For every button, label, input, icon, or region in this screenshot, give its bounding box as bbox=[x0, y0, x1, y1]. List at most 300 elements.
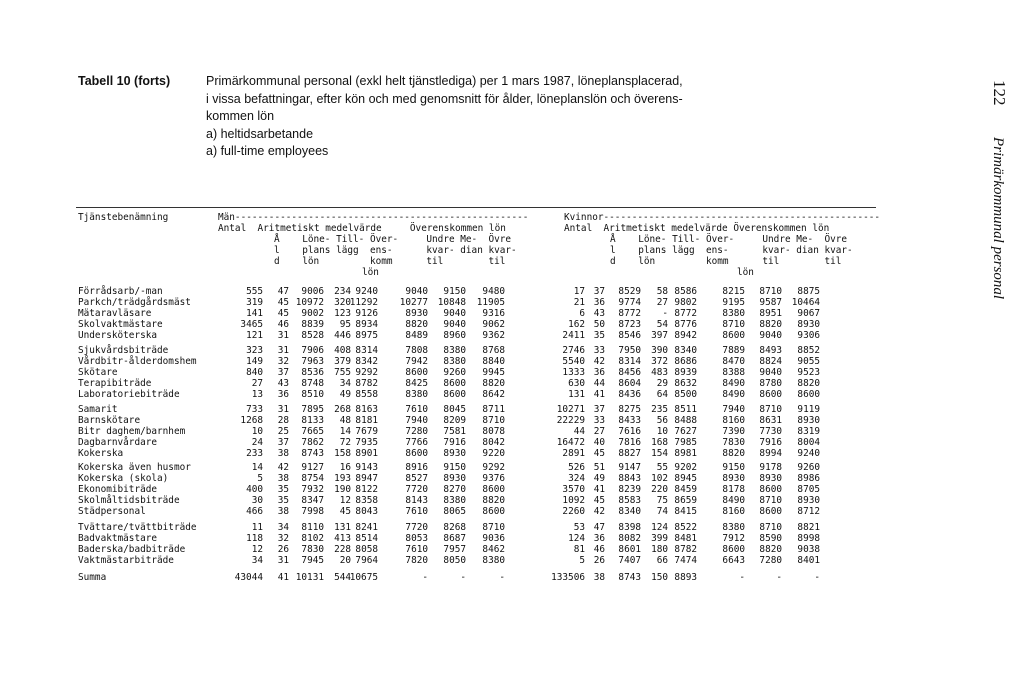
cell-women-lower-quartile: 8490 bbox=[722, 495, 745, 506]
cell-men-age: 31 bbox=[277, 330, 289, 341]
table-row bbox=[0, 378, 1023, 389]
cell-men-age: 45 bbox=[277, 297, 289, 308]
cell-women-count: 133506 bbox=[551, 572, 585, 583]
cell-women-base-salary: 7816 bbox=[618, 437, 641, 448]
cell-women-agreed-salary: 8488 bbox=[674, 415, 697, 426]
cell-men-supplement: 12 bbox=[339, 495, 351, 506]
cell-women-agreed-salary: 8942 bbox=[674, 330, 697, 341]
cell-women-count: 22229 bbox=[556, 415, 585, 426]
cell-women-upper-quartile: 9055 bbox=[797, 356, 820, 367]
cell-women-count: 6 bbox=[579, 308, 585, 319]
cell-occupation: Vaktmästarbiträde bbox=[78, 555, 174, 566]
cell-women-median: 9040 bbox=[759, 367, 782, 378]
cell-women-supplement: - bbox=[662, 308, 668, 319]
cell-women-median: 8600 bbox=[759, 484, 782, 495]
cell-women-agreed-salary: 8782 bbox=[674, 544, 697, 555]
page-number: 122 bbox=[990, 80, 1009, 106]
cell-women-supplement: 124 bbox=[651, 522, 668, 533]
cell-men-age: 31 bbox=[277, 345, 289, 356]
cell-women-count: 131 bbox=[568, 389, 585, 400]
cell-occupation: Mätaravläsare bbox=[78, 308, 152, 319]
cell-women-supplement: 220 bbox=[651, 484, 668, 495]
table-row bbox=[0, 462, 1023, 473]
cell-women-upper-quartile: 8930 bbox=[797, 495, 820, 506]
cell-occupation: Dagbarnvårdare bbox=[78, 437, 158, 448]
cell-men-age: 34 bbox=[277, 522, 289, 533]
cell-women-age: 49 bbox=[593, 473, 605, 484]
cell-women-lower-quartile: 8160 bbox=[722, 415, 745, 426]
cell-men-agreed-salary: 8181 bbox=[355, 415, 378, 426]
table-row bbox=[0, 572, 1023, 583]
men-subheader-row-2: Antal Aritmetiskt medelvärde Överenskommen lön bbox=[218, 223, 506, 234]
cell-men-agreed-salary: 8358 bbox=[355, 495, 378, 506]
subtitle-english: a) full-time employees bbox=[206, 144, 329, 158]
cell-occupation: Tvättare/tvättbiträde bbox=[78, 522, 197, 533]
cell-women-agreed-salary: 8481 bbox=[674, 533, 697, 544]
cell-women-supplement: 154 bbox=[651, 448, 668, 459]
cell-women-supplement: 55 bbox=[656, 462, 668, 473]
cell-men-base-salary: 10131 bbox=[295, 572, 324, 583]
cell-women-age: 33 bbox=[593, 345, 605, 356]
cell-men-base-salary: 8528 bbox=[301, 330, 324, 341]
cell-men-lower-quartile: 7720 bbox=[405, 522, 428, 533]
cell-women-age: 41 bbox=[593, 484, 605, 495]
cell-occupation: Samarit bbox=[78, 404, 118, 415]
cell-women-agreed-salary: 7627 bbox=[674, 426, 697, 437]
cell-women-count: 526 bbox=[568, 462, 585, 473]
cell-men-supplement: 49 bbox=[339, 389, 351, 400]
table-row bbox=[0, 415, 1023, 426]
cell-men-upper-quartile: 8078 bbox=[482, 426, 505, 437]
table-row bbox=[0, 297, 1023, 308]
cell-women-count: 3570 bbox=[562, 484, 585, 495]
cell-men-supplement: 755 bbox=[334, 367, 351, 378]
cell-men-lower-quartile: 7280 bbox=[405, 426, 428, 437]
cell-men-lower-quartile: 7610 bbox=[405, 506, 428, 517]
cell-women-age: 36 bbox=[593, 297, 605, 308]
cell-women-supplement: 75 bbox=[656, 495, 668, 506]
cell-women-upper-quartile: 8930 bbox=[797, 319, 820, 330]
cell-women-agreed-salary: 8632 bbox=[674, 378, 697, 389]
cell-men-lower-quartile: 7808 bbox=[405, 345, 428, 356]
cell-men-age: 32 bbox=[277, 533, 289, 544]
women-subheader-row-6: lön bbox=[737, 267, 754, 278]
cell-men-supplement: 320 bbox=[334, 297, 351, 308]
cell-women-upper-quartile: 8319 bbox=[797, 426, 820, 437]
cell-women-lower-quartile: 8490 bbox=[722, 378, 745, 389]
cell-men-agreed-salary: 8043 bbox=[355, 506, 378, 517]
cell-men-count: 733 bbox=[246, 404, 263, 415]
cell-men-median: 8930 bbox=[443, 473, 466, 484]
cell-men-upper-quartile: 8042 bbox=[482, 437, 505, 448]
cell-men-age: 35 bbox=[277, 495, 289, 506]
cell-men-lower-quartile: 10277 bbox=[399, 297, 428, 308]
table-row bbox=[0, 426, 1023, 437]
cell-men-lower-quartile: 8380 bbox=[405, 389, 428, 400]
cell-men-base-salary: 7998 bbox=[301, 506, 324, 517]
cell-women-agreed-salary: 9802 bbox=[674, 297, 697, 308]
cell-men-lower-quartile: 7720 bbox=[405, 484, 428, 495]
cell-women-upper-quartile: 8852 bbox=[797, 345, 820, 356]
cell-men-base-salary: 7830 bbox=[301, 544, 324, 555]
cell-women-median: 8710 bbox=[759, 286, 782, 297]
cell-men-supplement: 158 bbox=[334, 448, 351, 459]
cell-women-supplement: 235 bbox=[651, 404, 668, 415]
cell-men-base-salary: 9127 bbox=[301, 462, 324, 473]
cell-men-upper-quartile: 9945 bbox=[482, 367, 505, 378]
cell-men-count: 3465 bbox=[240, 319, 263, 330]
cell-men-lower-quartile: 8053 bbox=[405, 533, 428, 544]
table-row bbox=[0, 533, 1023, 544]
cell-women-supplement: 29 bbox=[656, 378, 668, 389]
cell-women-upper-quartile: 9240 bbox=[797, 448, 820, 459]
cell-women-agreed-salary: 7474 bbox=[674, 555, 697, 566]
cell-women-upper-quartile: - bbox=[814, 572, 820, 583]
cell-women-lower-quartile: 8380 bbox=[722, 308, 745, 319]
cell-women-base-salary: 8601 bbox=[618, 544, 641, 555]
cell-women-count: 17 bbox=[573, 286, 585, 297]
cell-men-upper-quartile: 9316 bbox=[482, 308, 505, 319]
cell-men-median: 7916 bbox=[443, 437, 466, 448]
cell-women-base-salary: 8433 bbox=[618, 415, 641, 426]
table-row bbox=[0, 319, 1023, 330]
title-line-1: Primärkommunal personal (exkl helt tjänstlediga) per 1 mars 1987, löneplansplacerad, bbox=[206, 74, 683, 88]
cell-women-base-salary: 9147 bbox=[618, 462, 641, 473]
cell-women-agreed-salary: 8500 bbox=[674, 389, 697, 400]
cell-men-agreed-salary: 9240 bbox=[355, 286, 378, 297]
cell-women-lower-quartile: 8380 bbox=[722, 522, 745, 533]
title-line-3: kommen lön bbox=[206, 109, 275, 123]
cell-men-age: 25 bbox=[277, 426, 289, 437]
cell-women-median: 8951 bbox=[759, 308, 782, 319]
cell-men-median: 8960 bbox=[443, 330, 466, 341]
cell-women-supplement: 56 bbox=[656, 415, 668, 426]
cell-women-lower-quartile: 7390 bbox=[722, 426, 745, 437]
cell-men-age: 26 bbox=[277, 544, 289, 555]
cell-men-supplement: 16 bbox=[339, 462, 351, 473]
cell-women-upper-quartile: 9119 bbox=[797, 404, 820, 415]
cell-men-median: 9040 bbox=[443, 308, 466, 319]
cell-women-median: 9178 bbox=[759, 462, 782, 473]
cell-women-count: 630 bbox=[568, 378, 585, 389]
cell-men-base-salary: 10972 bbox=[295, 297, 324, 308]
cell-women-base-salary: 7950 bbox=[618, 345, 641, 356]
cell-women-lower-quartile: 9195 bbox=[722, 297, 745, 308]
cell-men-base-salary: 7945 bbox=[301, 555, 324, 566]
cell-men-lower-quartile: 8930 bbox=[405, 308, 428, 319]
cell-women-base-salary: 8456 bbox=[618, 367, 641, 378]
cell-women-median: 8994 bbox=[759, 448, 782, 459]
cell-men-median: 9150 bbox=[443, 286, 466, 297]
cell-women-agreed-salary: 8340 bbox=[674, 345, 697, 356]
cell-women-lower-quartile: 8600 bbox=[722, 544, 745, 555]
cell-women-count: 21 bbox=[573, 297, 585, 308]
cell-women-base-salary: 8275 bbox=[618, 404, 641, 415]
cell-men-base-salary: 7895 bbox=[301, 404, 324, 415]
cell-occupation: Undersköterska bbox=[78, 330, 158, 341]
cell-men-count: 12 bbox=[251, 544, 263, 555]
cell-women-upper-quartile: 8004 bbox=[797, 437, 820, 448]
table-row bbox=[0, 522, 1023, 533]
cell-men-supplement: 72 bbox=[339, 437, 351, 448]
cell-men-base-salary: 8347 bbox=[301, 495, 324, 506]
cell-men-median: 9150 bbox=[443, 462, 466, 473]
cell-women-upper-quartile: 9523 bbox=[797, 367, 820, 378]
cell-women-lower-quartile: 8490 bbox=[722, 389, 745, 400]
cell-women-upper-quartile: 9038 bbox=[797, 544, 820, 555]
cell-men-count: 27 bbox=[251, 378, 263, 389]
cell-women-age: 44 bbox=[593, 378, 605, 389]
cell-women-age: 38 bbox=[593, 572, 605, 583]
cell-men-supplement: 20 bbox=[339, 555, 351, 566]
cell-men-median: 8687 bbox=[443, 533, 466, 544]
cell-women-age: 33 bbox=[593, 415, 605, 426]
cell-men-median: 8380 bbox=[443, 345, 466, 356]
men-subheader-row-4: l plans lägg ens- kvar- dian kvar- bbox=[274, 245, 517, 256]
cell-women-base-salary: 8340 bbox=[618, 506, 641, 517]
cell-men-age: 31 bbox=[277, 404, 289, 415]
cell-women-lower-quartile: 7889 bbox=[722, 345, 745, 356]
cell-men-age: 32 bbox=[277, 356, 289, 367]
cell-men-age: 43 bbox=[277, 378, 289, 389]
cell-occupation: Baderska/badbiträde bbox=[78, 544, 186, 555]
cell-men-count: 30 bbox=[251, 495, 263, 506]
cell-women-age: 42 bbox=[593, 356, 605, 367]
cell-men-base-salary: 7665 bbox=[301, 426, 324, 437]
cell-men-lower-quartile: 9040 bbox=[405, 286, 428, 297]
cell-women-base-salary: 8546 bbox=[618, 330, 641, 341]
cell-women-base-salary: 9774 bbox=[618, 297, 641, 308]
cell-men-lower-quartile: 8600 bbox=[405, 367, 428, 378]
cell-women-agreed-salary: 8686 bbox=[674, 356, 697, 367]
cell-men-lower-quartile: 7942 bbox=[405, 356, 428, 367]
cell-men-agreed-salary: 9292 bbox=[355, 367, 378, 378]
table-row bbox=[0, 473, 1023, 484]
subtitle-swedish: a) heltidsarbetande bbox=[206, 126, 314, 141]
cell-women-lower-quartile: 6643 bbox=[722, 555, 745, 566]
cell-men-count: 34 bbox=[251, 555, 263, 566]
cell-women-upper-quartile: 9260 bbox=[797, 462, 820, 473]
cell-men-count: 13 bbox=[251, 389, 263, 400]
cell-women-upper-quartile: 8986 bbox=[797, 473, 820, 484]
cell-women-lower-quartile: 8215 bbox=[722, 286, 745, 297]
cell-men-supplement: 544 bbox=[334, 572, 351, 583]
cell-men-upper-quartile: 8710 bbox=[482, 522, 505, 533]
cell-men-count: 233 bbox=[246, 448, 263, 459]
cell-men-count: 11 bbox=[251, 522, 263, 533]
cell-men-base-salary: 8536 bbox=[301, 367, 324, 378]
cell-men-median: 8600 bbox=[443, 378, 466, 389]
cell-men-supplement: 408 bbox=[334, 345, 351, 356]
cell-men-base-salary: 9002 bbox=[301, 308, 324, 319]
table-top-rule bbox=[76, 207, 876, 208]
cell-women-supplement: 54 bbox=[656, 319, 668, 330]
cell-men-agreed-salary: 11292 bbox=[349, 297, 378, 308]
cell-men-upper-quartile: 9480 bbox=[482, 286, 505, 297]
cell-women-age: 46 bbox=[593, 544, 605, 555]
cell-women-median: 7916 bbox=[759, 437, 782, 448]
cell-men-median: - bbox=[460, 572, 466, 583]
cell-men-upper-quartile: 8642 bbox=[482, 389, 505, 400]
cell-men-age: 35 bbox=[277, 484, 289, 495]
men-subheader-row-3: Å Löne- Till- Över- Undre Me- Övre bbox=[274, 234, 512, 245]
cell-occupation: Kokerska bbox=[78, 448, 124, 459]
cell-men-lower-quartile: 8820 bbox=[405, 319, 428, 330]
cell-women-count: 2891 bbox=[562, 448, 585, 459]
cell-occupation: Skolvaktmästare bbox=[78, 319, 163, 330]
cell-women-median: 8710 bbox=[759, 495, 782, 506]
cell-men-upper-quartile: - bbox=[499, 572, 505, 583]
cell-men-upper-quartile: 8840 bbox=[482, 356, 505, 367]
cell-women-age: 37 bbox=[593, 286, 605, 297]
men-group-header: Män---------------------------------------------------- bbox=[218, 212, 529, 223]
cell-women-age: 41 bbox=[593, 389, 605, 400]
cell-women-agreed-salary: 8945 bbox=[674, 473, 697, 484]
cell-women-count: 1092 bbox=[562, 495, 585, 506]
cell-men-count: 466 bbox=[246, 506, 263, 517]
cell-women-lower-quartile: 8388 bbox=[722, 367, 745, 378]
cell-women-median: 8780 bbox=[759, 378, 782, 389]
cell-women-count: 16472 bbox=[556, 437, 585, 448]
cell-women-base-salary: 8772 bbox=[618, 308, 641, 319]
cell-women-count: 2411 bbox=[562, 330, 585, 341]
cell-men-upper-quartile: 8462 bbox=[482, 544, 505, 555]
cell-women-base-salary: 7616 bbox=[618, 426, 641, 437]
cell-women-upper-quartile: 8401 bbox=[797, 555, 820, 566]
cell-men-median: 9260 bbox=[443, 367, 466, 378]
cell-women-upper-quartile: 8600 bbox=[797, 389, 820, 400]
cell-men-median: 8600 bbox=[443, 389, 466, 400]
cell-men-median: 8050 bbox=[443, 555, 466, 566]
table-row bbox=[0, 389, 1023, 400]
cell-women-age: 45 bbox=[593, 448, 605, 459]
cell-women-median: 8824 bbox=[759, 356, 782, 367]
table-row bbox=[0, 286, 1023, 297]
cell-men-age: 41 bbox=[277, 572, 289, 583]
cell-women-age: 35 bbox=[593, 330, 605, 341]
table-row bbox=[0, 404, 1023, 415]
cell-men-upper-quartile: 8768 bbox=[482, 345, 505, 356]
cell-women-upper-quartile: 8712 bbox=[797, 506, 820, 517]
cell-men-supplement: 268 bbox=[334, 404, 351, 415]
cell-men-agreed-salary: 7964 bbox=[355, 555, 378, 566]
cell-men-median: 8380 bbox=[443, 495, 466, 506]
running-head: Primärkommunal personal bbox=[990, 137, 1006, 300]
cell-men-upper-quartile: 9220 bbox=[482, 448, 505, 459]
cell-women-median: 8930 bbox=[759, 473, 782, 484]
table-row bbox=[0, 555, 1023, 566]
cell-men-count: 1268 bbox=[240, 415, 263, 426]
cell-women-supplement: 102 bbox=[651, 473, 668, 484]
cell-men-age: 38 bbox=[277, 448, 289, 459]
cell-women-lower-quartile: 8820 bbox=[722, 448, 745, 459]
cell-men-agreed-salary: 8514 bbox=[355, 533, 378, 544]
cell-women-age: 45 bbox=[593, 495, 605, 506]
cell-women-age: 26 bbox=[593, 555, 605, 566]
cell-men-count: 149 bbox=[246, 356, 263, 367]
cell-women-upper-quartile: 9306 bbox=[797, 330, 820, 341]
cell-men-count: 555 bbox=[246, 286, 263, 297]
cell-occupation: Badvaktmästare bbox=[78, 533, 158, 544]
cell-men-age: 37 bbox=[277, 437, 289, 448]
table-row bbox=[0, 345, 1023, 356]
cell-women-count: 5540 bbox=[562, 356, 585, 367]
cell-men-count: 24 bbox=[251, 437, 263, 448]
cell-women-base-salary: 7407 bbox=[618, 555, 641, 566]
cell-women-supplement: 390 bbox=[651, 345, 668, 356]
cell-men-median: 7581 bbox=[443, 426, 466, 437]
cell-men-lower-quartile: 7940 bbox=[405, 415, 428, 426]
cell-men-age: 47 bbox=[277, 286, 289, 297]
cell-women-base-salary: 8743 bbox=[618, 572, 641, 583]
cell-men-supplement: 123 bbox=[334, 308, 351, 319]
women-group-header: Kvinnor------------------------------------------------- bbox=[564, 212, 881, 223]
cell-women-lower-quartile: 8710 bbox=[722, 319, 745, 330]
cell-women-supplement: 399 bbox=[651, 533, 668, 544]
cell-women-median: 9587 bbox=[759, 297, 782, 308]
cell-women-count: 2260 bbox=[562, 506, 585, 517]
cell-men-median: 8209 bbox=[443, 415, 466, 426]
cell-men-upper-quartile: 11905 bbox=[476, 297, 505, 308]
cell-women-age: 36 bbox=[593, 533, 605, 544]
cell-men-agreed-salary: 8558 bbox=[355, 389, 378, 400]
cell-women-base-salary: 8314 bbox=[618, 356, 641, 367]
cell-women-age: 36 bbox=[593, 367, 605, 378]
cell-men-upper-quartile: 9376 bbox=[482, 473, 505, 484]
cell-women-upper-quartile: 8821 bbox=[797, 522, 820, 533]
cell-women-median: - bbox=[776, 572, 782, 583]
table-label: Tabell 10 (forts) bbox=[78, 74, 171, 88]
cell-women-base-salary: 8436 bbox=[618, 389, 641, 400]
table-row bbox=[0, 367, 1023, 378]
cell-men-count: 118 bbox=[246, 533, 263, 544]
cell-men-age: 36 bbox=[277, 389, 289, 400]
cell-women-supplement: 74 bbox=[656, 506, 668, 517]
cell-men-supplement: 193 bbox=[334, 473, 351, 484]
cell-men-age: 45 bbox=[277, 308, 289, 319]
cell-occupation: Barnskötare bbox=[78, 415, 141, 426]
cell-women-upper-quartile: 8705 bbox=[797, 484, 820, 495]
cell-women-agreed-salary: 9202 bbox=[674, 462, 697, 473]
cell-men-lower-quartile: 7610 bbox=[405, 404, 428, 415]
cell-men-supplement: 48 bbox=[339, 415, 351, 426]
women-subheader-row-2: Antal Aritmetiskt medelvärde Överenskommen lön bbox=[564, 223, 830, 234]
cell-men-base-salary: 7906 bbox=[301, 345, 324, 356]
cell-women-agreed-salary: 8511 bbox=[674, 404, 697, 415]
cell-men-supplement: 14 bbox=[339, 426, 351, 437]
cell-women-lower-quartile: 9150 bbox=[722, 462, 745, 473]
cell-women-agreed-salary: 8659 bbox=[674, 495, 697, 506]
cell-men-supplement: 234 bbox=[334, 286, 351, 297]
cell-occupation: Terapibiträde bbox=[78, 378, 152, 389]
cell-men-median: 8380 bbox=[443, 356, 466, 367]
cell-men-supplement: 413 bbox=[334, 533, 351, 544]
cell-women-lower-quartile: 7940 bbox=[722, 404, 745, 415]
cell-men-base-salary: 8510 bbox=[301, 389, 324, 400]
cell-women-agreed-salary: 8586 bbox=[674, 286, 697, 297]
cell-women-base-salary: 8583 bbox=[618, 495, 641, 506]
cell-women-age: 37 bbox=[593, 404, 605, 415]
cell-women-base-salary: 8082 bbox=[618, 533, 641, 544]
cell-men-agreed-salary: 8901 bbox=[355, 448, 378, 459]
cell-women-supplement: 150 bbox=[651, 572, 668, 583]
cell-men-base-salary: 8754 bbox=[301, 473, 324, 484]
cell-women-count: 53 bbox=[573, 522, 585, 533]
cell-women-base-salary: 8398 bbox=[618, 522, 641, 533]
cell-men-lower-quartile: 8425 bbox=[405, 378, 428, 389]
cell-women-lower-quartile: 7912 bbox=[722, 533, 745, 544]
cell-women-count: 44 bbox=[573, 426, 585, 437]
